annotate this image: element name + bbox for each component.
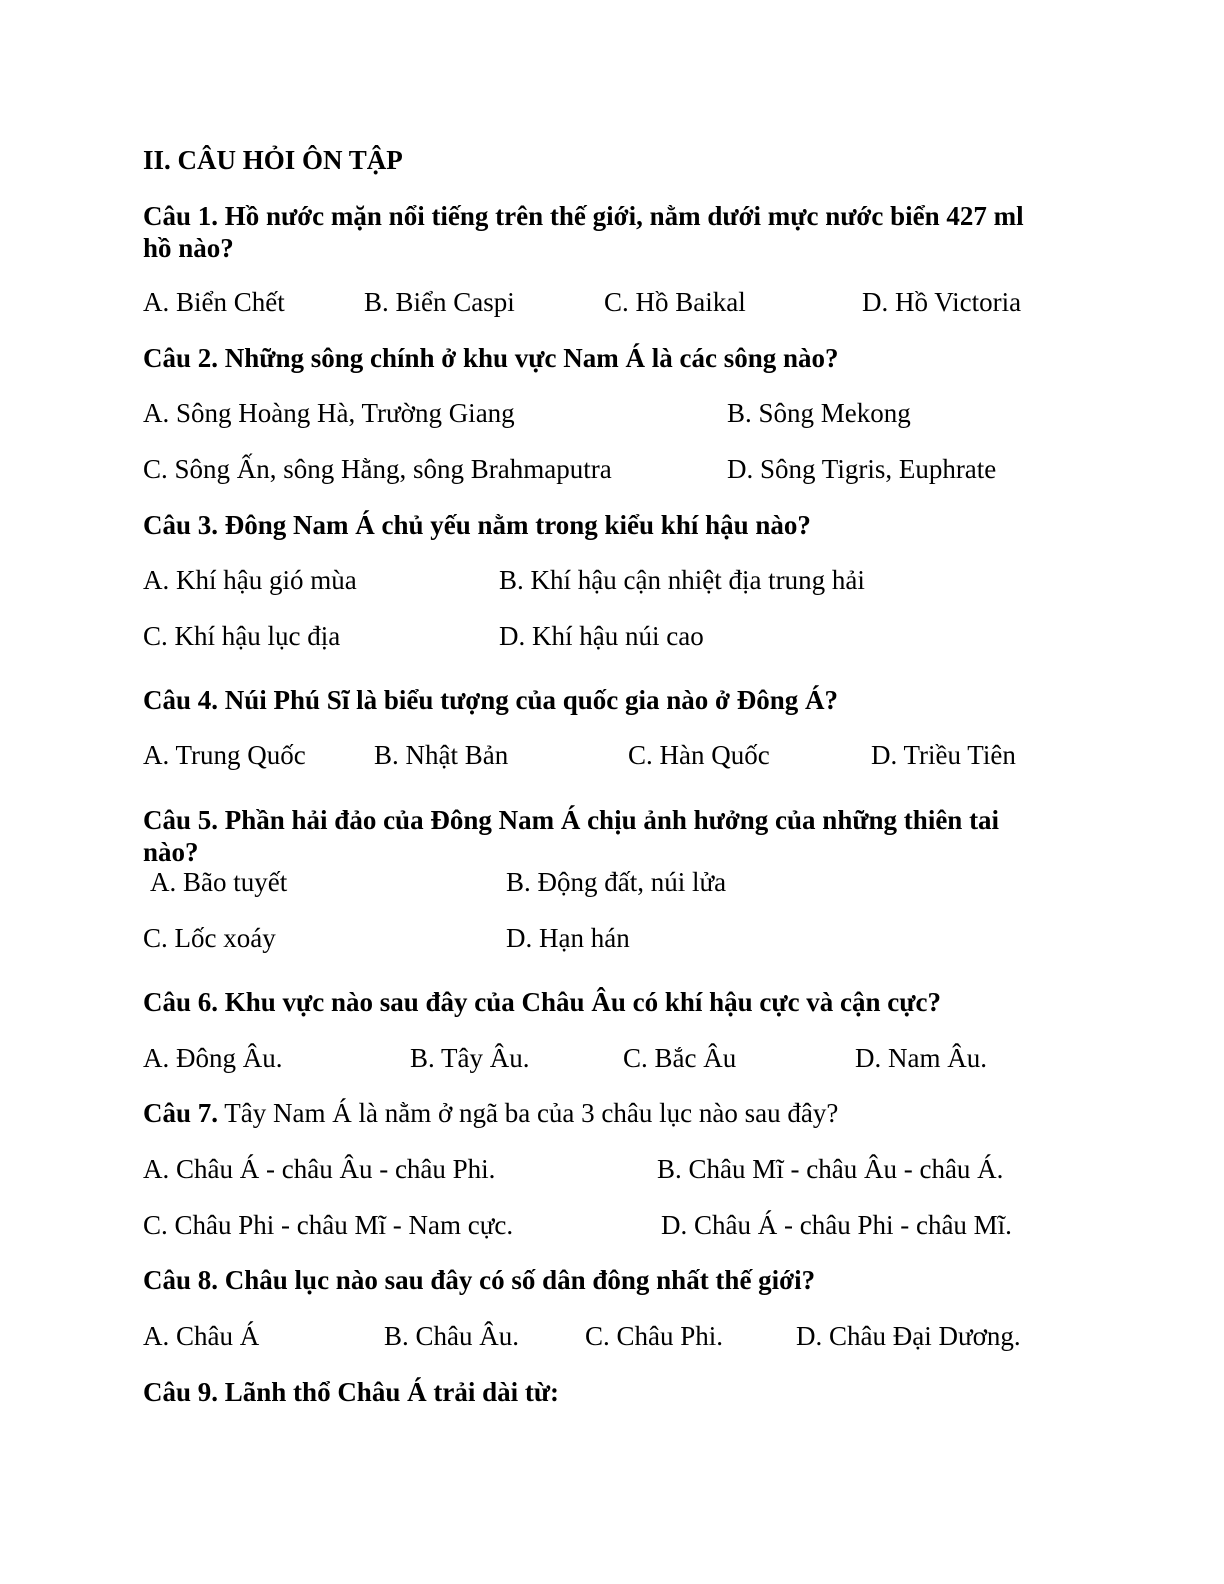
question-2-option-b: B. Sông Mekong <box>727 398 911 428</box>
question-6-option-c: C. Bắc Âu <box>623 1043 737 1073</box>
question-5-option-b: B. Động đất, núi lửa <box>506 867 727 897</box>
question-2-option-c: C. Sông Ấn, sông Hằng, sông Brahmaputra <box>143 454 612 484</box>
question-5-text: Câu 5. Phần hải đảo của Đông Nam Á chịu ảnh hưởng của những thiên tai <box>143 805 1000 835</box>
question-7-body: Tây Nam Á là nằm ở ngã ba của 3 châu lục nào sau đây? <box>218 1098 839 1128</box>
question-4-text: Câu 4. Núi Phú Sĩ là biểu tượng của quốc gia nào ở Đông Á? <box>143 685 838 715</box>
question-2-option-d: D. Sông Tigris, Euphrate <box>727 454 997 484</box>
question-1-option-c: C. Hồ Baikal <box>604 287 746 317</box>
question-9-text: Câu 9. Lãnh thổ Châu Á trải dài từ: <box>143 1377 560 1407</box>
question-3-text: Câu 3. Đông Nam Á chủ yếu nằm trong kiểu khí hậu nào? <box>143 510 811 540</box>
question-3-option-b: B. Khí hậu cận nhiệt địa trung hải <box>499 565 865 595</box>
question-4-option-c: C. Hàn Quốc <box>628 740 770 770</box>
question-1-option-d: D. Hồ Victoria <box>862 287 1022 317</box>
question-8-text: Câu 8. Châu lục nào sau đây có số dân đông nhất thế giới? <box>143 1265 816 1295</box>
section-heading: II. CÂU HỎI ÔN TẬP <box>143 145 403 175</box>
question-7-text <box>143 1097 838 1129</box>
question-7-label: Câu 7. <box>143 1098 219 1128</box>
question-7-option-d: D. Châu Á - châu Phi - châu Mĩ. <box>661 1210 1012 1240</box>
question-7-option-b: B. Châu Mĩ - châu Âu - châu Á. <box>657 1154 1004 1184</box>
question-1-option-b: B. Biển Caspi <box>364 287 515 317</box>
question-5-text-cont: nào? <box>143 837 199 867</box>
question-8-option-a: A. Châu Á <box>143 1321 260 1351</box>
question-2-text: Câu 2. Những sông chính ở khu vực Nam Á là các sông nào? <box>143 343 839 373</box>
question-5-option-d: D. Hạn hán <box>506 923 630 953</box>
question-6-option-d: D. Nam Âu. <box>855 1043 987 1073</box>
question-3-option-a: A. Khí hậu gió mùa <box>143 565 357 595</box>
question-6-option-a: A. Đông Âu. <box>143 1043 283 1073</box>
question-4-option-b: B. Nhật Bản <box>374 740 509 770</box>
question-8-option-c: C. Châu Phi. <box>585 1321 724 1351</box>
question-1-option-a: A. Biển Chết <box>143 287 285 317</box>
question-5-option-a: A. Bão tuyết <box>150 867 288 897</box>
question-8-option-b: B. Châu Âu. <box>384 1321 519 1351</box>
question-1-text: Câu 1. Hồ nước mặn nổi tiếng trên thế giới, nằm dưới mực nước biển 427 ml <box>143 201 1024 231</box>
question-3-option-c: C. Khí hậu lục địa <box>143 621 341 651</box>
question-1-text-cont: hồ nào? <box>143 233 234 263</box>
question-4-option-d: D. Triều Tiên <box>871 740 1016 770</box>
question-6-option-b: B. Tây Âu. <box>410 1043 530 1073</box>
question-3-option-d: D. Khí hậu núi cao <box>499 621 704 651</box>
question-6-text: Câu 6. Khu vực nào sau đây của Châu Âu có khí hậu cực và cận cực? <box>143 987 941 1017</box>
question-2-option-a: A. Sông Hoàng Hà, Trường Giang <box>143 398 515 428</box>
question-4-option-a: A. Trung Quốc <box>143 740 306 770</box>
question-7-option-a: A. Châu Á - châu Âu - châu Phi. <box>143 1154 496 1184</box>
question-7-option-c: C. Châu Phi - châu Mĩ - Nam cực. <box>143 1210 514 1240</box>
question-5-option-c: C. Lốc xoáy <box>143 923 276 953</box>
question-8-option-d: D. Châu Đại Dương. <box>796 1321 1021 1351</box>
